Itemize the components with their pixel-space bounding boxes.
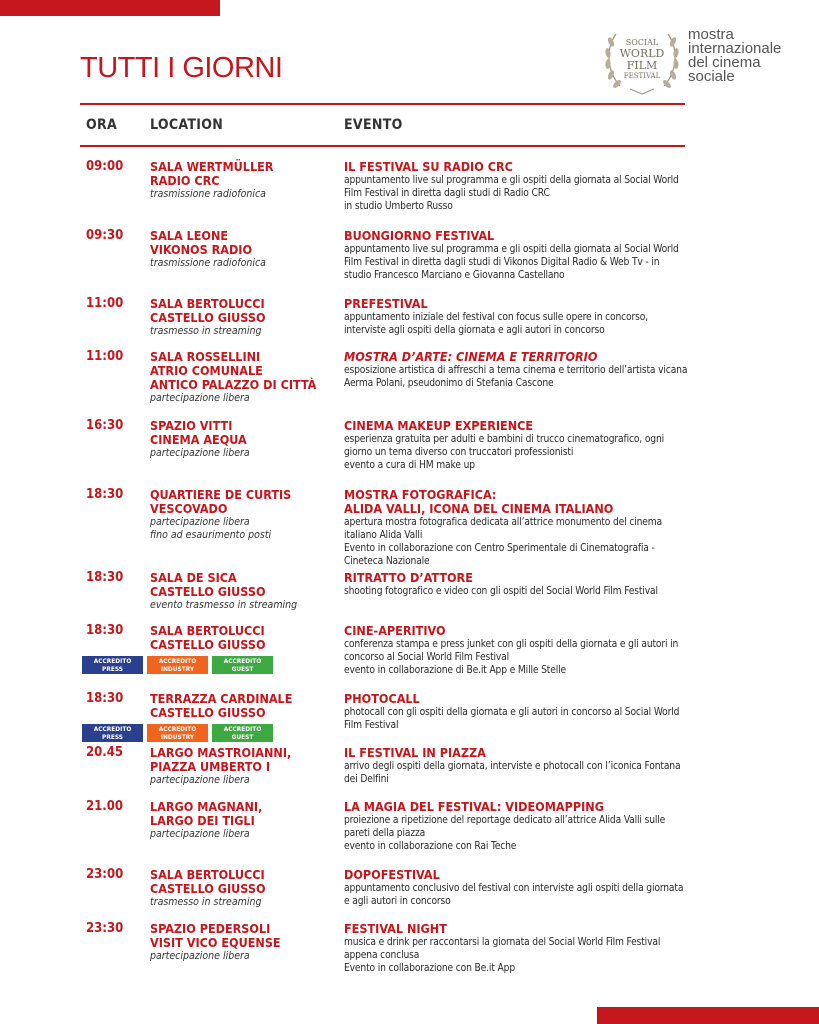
badge-industry <box>147 724 208 742</box>
badge-label: ACCREDITO <box>223 657 262 665</box>
event-title: LA MAGIA DEL FESTIVAL: VIDEOMAPPING <box>344 799 604 814</box>
location-note: trasmissione radiofonica <box>150 188 266 200</box>
event-description: esposizione artistica di affreschi a tema cinema e territorio dell’artista vicana Aerma Polani, pseudonimo di Stefania Cascone <box>344 365 688 389</box>
badge-guest <box>212 724 273 742</box>
location-name: SPAZIO VITTI CINEMA AEQUA <box>150 418 247 447</box>
brand-line: internazionale <box>688 40 782 57</box>
event-description: appuntamento conclusivo del festival con interviste agli ospiti della giornata e agli autori in concorso <box>344 883 684 907</box>
event-description: musica e drink per raccontarsi la giornata del Social World Film Festival appena conclusa <box>344 937 661 961</box>
event-location <box>150 419 340 460</box>
event-title: PREFESTIVAL <box>344 296 428 311</box>
column-header-evento: EVENTO <box>344 117 403 133</box>
event-location <box>150 297 340 338</box>
badge-label: INDUSTRY <box>160 665 195 673</box>
event-time: 18:30 <box>86 623 124 638</box>
location-note: partecipazione libera <box>150 392 250 404</box>
event-details <box>344 624 689 677</box>
location-name: LARGO MASTROIANNI, PIAZZA UMBERTO I <box>150 745 292 774</box>
event-title: IL FESTIVAL IN PIAZZA <box>344 745 486 760</box>
event-details <box>344 488 689 568</box>
badge-label: INDUSTRY <box>160 733 195 741</box>
event-details <box>344 692 689 732</box>
event-time: 09:00 <box>86 159 124 174</box>
event-description: shooting fotografico e video con gli ospiti del Social World Film Festival <box>344 586 658 597</box>
accreditation-badges <box>82 724 273 742</box>
event-description: appuntamento iniziale del festival con focus sulle opere in concorso, interviste agli ospiti della giornata e agli autori in concorso <box>344 312 648 336</box>
event-location <box>150 692 340 720</box>
event-location <box>150 488 340 542</box>
location-name: SALA BERTOLUCCI CASTELLO GIUSSO <box>150 623 266 652</box>
event-description: conferenza stampa e press junket con gli ospiti della giornata e gli autori in concorso al Social World Film Festival <box>344 639 679 663</box>
event-description: in studio Umberto Russo <box>344 201 453 212</box>
event-title: PHOTOCALL <box>344 691 420 706</box>
badge-label: ACCREDITO <box>158 657 197 665</box>
event-details <box>344 922 689 975</box>
badge-industry <box>147 656 208 674</box>
event-details <box>344 800 689 853</box>
location-name: SALA BERTOLUCCI CASTELLO GIUSSO <box>150 867 266 896</box>
location-name: SALA BERTOLUCCI CASTELLO GIUSSO <box>150 296 266 325</box>
accreditation-badges <box>82 656 273 674</box>
event-description: proiezione a ripetizione del reportage dedicato all’attrice Alida Valli sulle pareti della piazza <box>344 815 666 839</box>
column-header-location: LOCATION <box>150 117 224 133</box>
event-location <box>150 624 340 652</box>
location-note: partecipazione libera fino ad esaurimento posti <box>150 516 272 541</box>
location-name: SALA LEONE VIKONOS RADIO <box>150 228 253 257</box>
badge-label: PRESS <box>102 665 123 673</box>
location-note: trasmesso in streaming <box>150 896 262 908</box>
location-note: partecipazione libera <box>150 774 250 786</box>
event-location <box>150 800 340 841</box>
event-location <box>150 922 340 963</box>
event-time: 21.00 <box>86 799 123 814</box>
badge-label: ACCREDITO <box>93 725 132 733</box>
event-details <box>344 419 689 472</box>
logo-word-4: FESTIVAL <box>623 72 661 80</box>
badge-guest <box>212 656 273 674</box>
location-note: evento trasmesso in streaming <box>150 599 298 611</box>
event-details <box>344 160 689 213</box>
event-details <box>344 350 689 390</box>
badge-label: PRESS <box>102 733 123 741</box>
event-time: 11:00 <box>86 349 124 364</box>
event-details <box>344 229 689 282</box>
event-details <box>344 868 689 908</box>
location-name: SALA WERTMÜLLER RADIO CRC <box>150 159 274 188</box>
event-location <box>150 350 340 405</box>
event-description: photocall con gli ospiti della giornata e gli autori in concorso al Social World Film Festival <box>344 707 680 731</box>
event-description: evento a cura di HM make up <box>344 460 475 471</box>
event-title: MOSTRA FOTOGRAFICA: ALIDA VALLI, ICONA DEL CINEMA ITALIANO <box>344 487 614 516</box>
event-details <box>344 746 689 786</box>
page-title: TUTTI I GIORNI <box>80 52 283 84</box>
brand-line: mostra <box>688 26 734 43</box>
event-description: arrivo degli ospiti della giornata, interviste e photocall con l’iconica Fontana dei Delfini <box>344 761 681 785</box>
location-name: TERRAZZA CARDINALE CASTELLO GIUSSO <box>150 691 293 720</box>
festival-logo <box>602 26 682 98</box>
location-name: SPAZIO PEDERSOLI VISIT VICO EQUENSE <box>150 921 281 950</box>
brand-tagline <box>688 28 781 84</box>
event-description: Evento in collaborazione con Centro Sperimentale di Cinematografia - Cineteca Nazionale <box>344 543 655 567</box>
logo-word-2: WORLD <box>619 47 665 60</box>
event-description: evento in collaborazione con Rai Teche <box>344 841 517 852</box>
logo-word-3: FILM <box>626 59 658 72</box>
top-accent-bar <box>0 0 220 16</box>
divider-top <box>80 103 685 105</box>
location-note: trasmesso in streaming <box>150 325 262 337</box>
event-time: 20.45 <box>86 745 123 760</box>
column-header-ora: ORA <box>86 117 118 133</box>
event-description: apertura mostra fotografica dedicata all’attrice monumento del cinema italiano Alida Valli <box>344 517 663 541</box>
event-title: CINEMA MAKEUP EXPERIENCE <box>344 418 534 433</box>
badge-label: ACCREDITO <box>223 725 262 733</box>
brand-line: sociale <box>688 68 735 85</box>
event-details <box>344 297 689 337</box>
event-location <box>150 160 340 201</box>
location-note: partecipazione libera <box>150 950 250 962</box>
event-location <box>150 868 340 909</box>
event-time: 11:00 <box>86 296 124 311</box>
event-location <box>150 229 340 270</box>
bottom-accent-bar <box>597 1007 819 1024</box>
event-details <box>344 571 689 598</box>
location-name: LARGO MAGNANI, LARGO DEI TIGLI <box>150 799 263 828</box>
event-title: CINE-APERITIVO <box>344 623 446 638</box>
event-time: 23:00 <box>86 867 124 882</box>
event-description: Evento in collaborazione con Be.it App <box>344 963 515 974</box>
location-note: partecipazione libera <box>150 828 250 840</box>
badge-label: GUEST <box>231 665 254 673</box>
divider-header <box>80 145 685 147</box>
event-title: FESTIVAL NIGHT <box>344 921 447 936</box>
location-note: trasmissione radiofonica <box>150 257 266 269</box>
event-title: DOPOFESTIVAL <box>344 867 440 882</box>
event-location <box>150 746 340 787</box>
event-description: appuntamento live sul programma e gli ospiti della giornata al Social World Film Festival in diretta dagli studi di Vikonos Digital Radio & Web Tv - in studio Francesco Marciano e Giovanna Castellano <box>344 244 679 281</box>
event-time: 18:30 <box>86 570 124 585</box>
location-name: SALA ROSSELLINI ATRIO COMUNALE ANTICO PALAZZO DI CITTÀ <box>150 349 317 392</box>
event-time: 23:30 <box>86 921 124 936</box>
badge-press <box>82 656 143 674</box>
event-title: RITRATTO D’ATTORE <box>344 570 473 585</box>
location-name: QUARTIERE DE CURTIS VESCOVADO <box>150 487 292 516</box>
brand-line: del cinema <box>688 54 761 71</box>
event-description: esperienza gratuita per adulti e bambini di trucco cinematografico, ogni giorno un tema diverso con truccatori professionisti <box>344 434 665 458</box>
badge-label: ACCREDITO <box>93 657 132 665</box>
event-location <box>150 571 340 612</box>
event-time: 18:30 <box>86 691 124 706</box>
event-title: MOSTRA D’ARTE: CINEMA E TERRITORIO <box>344 349 598 364</box>
event-description: appuntamento live sul programma e gli ospiti della giornata al Social World Film Festival in diretta dagli studi di Radio CRC <box>344 175 679 199</box>
event-time: 16:30 <box>86 418 124 433</box>
event-title: IL FESTIVAL SU RADIO CRC <box>344 159 513 174</box>
event-title: BUONGIORNO FESTIVAL <box>344 228 495 243</box>
event-description: evento in collaborazione di Be.it App e Mille Stelle <box>344 665 566 676</box>
badge-press <box>82 724 143 742</box>
event-time: 09:30 <box>86 228 124 243</box>
event-time: 18:30 <box>86 487 124 502</box>
badge-label: ACCREDITO <box>158 725 197 733</box>
location-name: SALA DE SICA CASTELLO GIUSSO <box>150 570 266 599</box>
badge-label: GUEST <box>231 733 254 741</box>
location-note: partecipazione libera <box>150 447 250 459</box>
logo-word-1: SOCIAL <box>625 38 659 47</box>
